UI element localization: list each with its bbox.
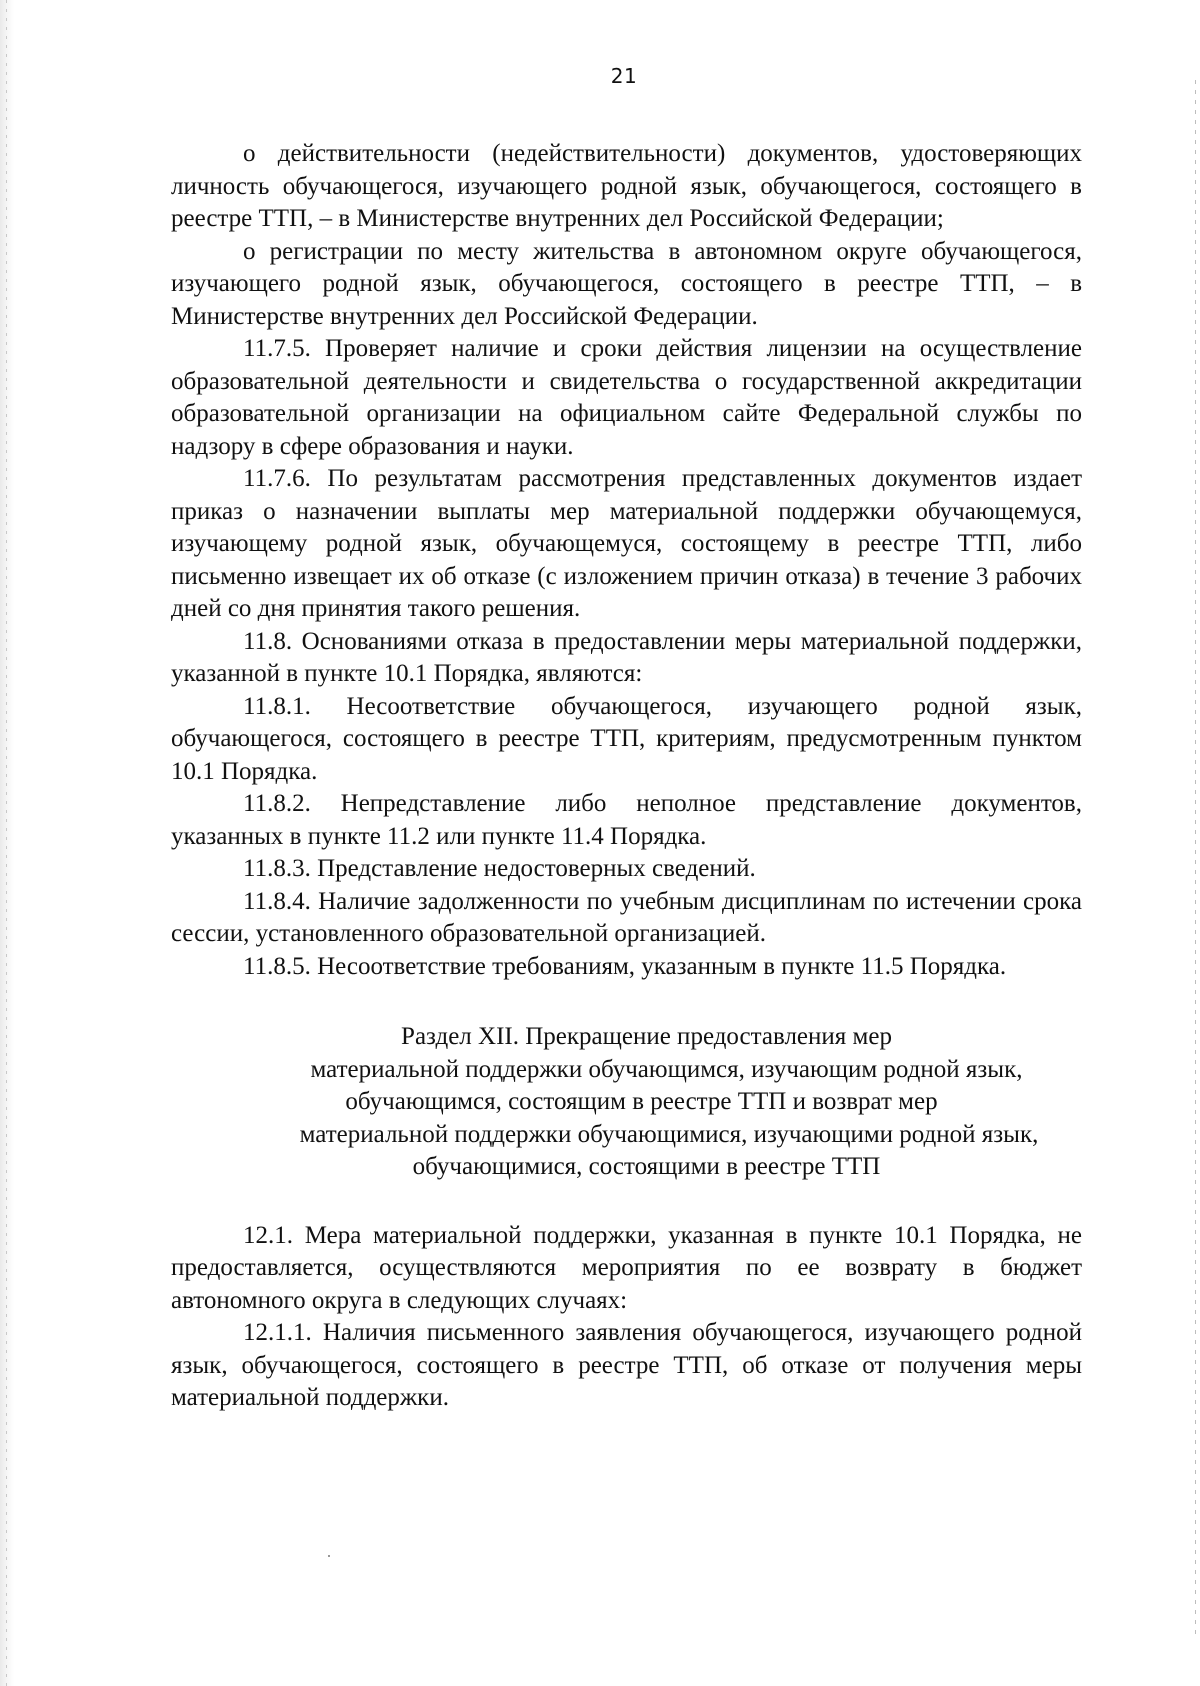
document-body [171, 138, 1082, 1415]
paragraph-11-7-6: 11.7.6. По результатам рассмотрения представленных документов издает приказ о назначении выплаты мер материальной поддержки обучающемуся, изучающему родной язык, обучающемуся, состоящему в реестре ТТП, либо письменно извещает их об отказе (с изложением причин отказа) в течение 3 рабочих дней со дня принятия такого решения. [171, 465, 1082, 622]
section-heading-line: материальной поддержки обучающимися, изучающими родной язык, [299, 1120, 1039, 1148]
section-heading-line: обучающимся, состоящим в реестре ТТП и возврат мер [345, 1088, 938, 1115]
paragraph-11-8-3: 11.8.3. Представление недостоверных сведений. [243, 855, 756, 882]
paragraph-11-8: 11.8. Основаниями отказа в предоставлении меры материальной поддержки, указанной в пункте 10.1 Порядка, являются: [171, 627, 1082, 687]
paragraph-12-1-1: 12.1.1. Наличия письменного заявления обучающегося, изучающего родной язык, обучающегося, состоящего в реестре ТТП, об отказе от получения меры материальной поддержки. [171, 1319, 1082, 1411]
scan-speck [328, 1555, 330, 1557]
paragraph: о действительности (недействительности) документов, удостоверяющих личность обучающегося, изучающего родной язык, обучающегося, состоящего в реестре ТТП, – в Министерстве внутренних дел Российской Федерации; [171, 140, 1082, 232]
section-heading-line: материальной поддержки обучающимся, изучающим родной язык, [310, 1055, 1023, 1083]
paragraph-11-8-4: 11.8.4. Наличие задолженности по учебным дисциплинам по истечении срока сессии, установленного образовательной организацией. [171, 887, 1082, 947]
scan-right-edge [1190, 80, 1200, 1640]
paragraph-11-8-2: 11.8.2. Непредставление либо неполное представление документов, указанных в пункте 11.2 или пункте 11.4 Порядка. [171, 790, 1082, 850]
section-heading [171, 1021, 1082, 1184]
section-heading-line: Раздел XII. Прекращение предоставления мер [401, 1023, 892, 1050]
page-number: 21 [610, 64, 638, 88]
section-heading-line: обучающимися, состоящими в реестре ТТП [412, 1153, 881, 1180]
scan-left-edge [0, 0, 14, 1686]
paragraph-11-8-1: 11.8.1. Несоответствие обучающегося, изучающего родной язык, обучающегося, состоящего в реестре ТТП, критериям, предусмотренным пунктом 10.1 Порядка. [171, 692, 1082, 785]
paragraph: о регистрации по месту жительства в автономном округе обучающегося, изучающего родной язык, обучающегося, состоящего в реестре ТТП, – в Министерстве внутренних дел Российской Федерации. [171, 237, 1082, 330]
paragraph-12-1: 12.1. Мера материальной поддержки, указанная в пункте 10.1 Порядка, не предоставляется, осуществляются мероприятия по ее возврату в бюджет автономного округа в следующих случаях: [171, 1221, 1082, 1314]
paragraph-11-8-5: 11.8.5. Несоответствие требованиям, указанным в пункте 11.5 Порядка. [243, 952, 1007, 980]
paragraph-11-7-5: 11.7.5. Проверяет наличие и сроки действия лицензии на осуществление образовательной деятельности и свидетельства о государственной аккредитации образовательной организации на официальном сайте Федеральной службы по надзору в сфере образования и науки. [171, 335, 1082, 460]
